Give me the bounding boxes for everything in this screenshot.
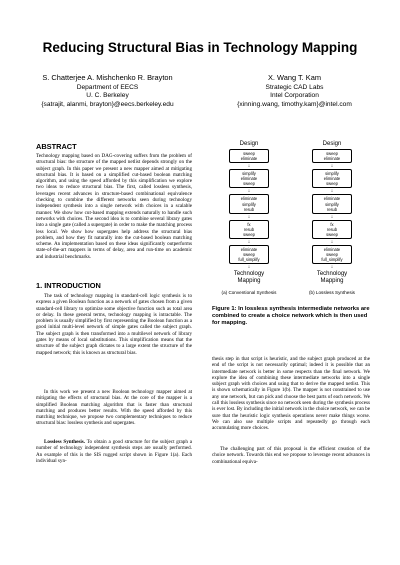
- intro-heading: 1. INTRODUCTION: [36, 281, 101, 290]
- mapping-label: Technology Mapping: [316, 271, 348, 284]
- author-names: S. Chatterjee A. Mishchenko R. Brayton: [42, 73, 173, 82]
- arrow-icon: ↓: [247, 163, 251, 170]
- design-label: Design: [322, 141, 342, 147]
- synthesis-step-box: fx resub sweep: [229, 220, 269, 239]
- arrow-icon: ↓: [330, 163, 334, 170]
- figure-panel-conventional: [212, 140, 286, 296]
- arrow-icon: ↓: [247, 188, 251, 195]
- author-email: {xinning.wang, timothy.kam}@intel.com: [237, 100, 352, 108]
- synthesis-step-box: eliminate simplify resub: [312, 194, 352, 213]
- synthesis-step-box: sweep eliminate: [312, 149, 352, 163]
- synthesis-steps: [212, 149, 286, 264]
- intro-paragraph-2: In this work we present a new Boolean technology mapper aimed at mitigating the effects of structural bias. At the core of the mapper is a simplified Boolean matching algorithm that is faster than structural matching and produces better results. With the speed afforded by this matching technique, we propose two complementary techniques to reduce structural bias: lossless synthesis and supergates.: [36, 389, 192, 427]
- arrow-icon: ↓: [247, 264, 251, 271]
- arrow-icon: ↓: [330, 213, 334, 220]
- synthesis-step-box: eliminate simplify resub: [229, 194, 269, 213]
- synthesis-step-box: sweep eliminate: [229, 149, 269, 163]
- author-block-left: [20, 74, 195, 109]
- synthesis-step-box: eliminate sweep full_simplify: [229, 245, 269, 264]
- author-dept: Strategic CAD Labs: [265, 83, 324, 91]
- arrow-icon: ↓: [247, 239, 251, 246]
- author-names: X. Wang T. Kam: [268, 73, 321, 82]
- figure-caption: Figure 1: In lossless synthesis intermediate networks are combined to create a choice network which is then used for mapping.: [212, 306, 370, 327]
- intro-paragraph-3: Lossless Synthesis. To obtain a good structure for the subject graph a number of technology independent synthesis steps are usually performed. An example of this is the SIS rugged script shown in Figure 1(a). Each individual syn-: [36, 439, 192, 464]
- author-affil: Intel Corporation: [270, 92, 319, 99]
- subcaption-a: (a) Conventional Synthesis: [221, 289, 277, 295]
- arrow-icon: ↓: [330, 188, 334, 195]
- synthesis-step-box: simplify eliminate sweep: [312, 169, 352, 188]
- synthesis-step-box: eliminate sweep full_simplify: [312, 245, 352, 264]
- synthesis-steps: [294, 149, 370, 264]
- author-affil: U. C. Berkeley: [86, 92, 129, 99]
- design-label: Design: [239, 141, 259, 147]
- right-paragraph-1: thesis step in that script is heuristic, and the subject graph produced at the end of the script is not necessarily optimal; indeed it is possible that an intermediate network is better in some respects than the final network. We explore the idea of combining these intermediate networks into a single subject graph with choices and using that to derive the mapped netlist. This is shown schematically in Figure 1(b). The mapper is not constrained to use any one network, but can pick and choose the best parts of each network. We call this lossless synthesis since no network seen during the synthesis process is ever lost. By including the initial network in the choice network, we can be sure that the heuristic logic synthesis operations never make things worse. We can also use multiple scripts and repeatedly go through each accumulating more choices.: [212, 356, 370, 432]
- arrow-icon: ↓: [330, 264, 334, 271]
- arrow-icon: ↓: [330, 239, 334, 246]
- lossless-synthesis-lead: Lossless Synthesis.: [44, 439, 86, 445]
- synthesis-step-box: simplify eliminate sweep: [229, 169, 269, 188]
- intro-paragraph-1: The task of technology mapping in standard-cell logic synthesis is to express a given Boolean function as a network of gates chosen from a given standard-cell library to optimize some objective function such as total area or delay. In these general terms, technology mapping is intractable. The problem is usually simplified by first representing the Boolean function as a good initial multi-level network of simple gates called the subject graph. The subject graph is then transformed into a multilevel network of library gates by means of local substitutions. This simplification means that the structure of the subject graph dictates to a large extent the structure of the mapped network; this is known as structural bias.: [36, 293, 192, 356]
- synthesis-step-box: fx resub sweep: [312, 220, 352, 239]
- abstract-heading: ABSTRACT: [36, 142, 77, 151]
- abstract-text: Technology mapping based on DAG-covering suffers from the problem of structural bias: the structure of the mapped netlist depends strongly on the subject graph. In this paper we present a new mapper aimed at mitigating structural bias. It is based on a simplified cut-based boolean matching algorithm, and using the speed afforded by this simplification we explore two ideas to reduce structural bias. The first, called lossless synthesis, leverages recent advances in structure-based combinational equivalence checking to combine the different networks seen during technology independent synthesis into a single network with choices in a scalable manner. We show how cut-based mapping extends naturally to handle such networks with choices. The second idea is to combine several library gates into a single gate (called a supergate) in order to make the matching process less local. We show how supergates help address the structural bias problem, and how they fit naturally into the cut-based boolean matching scheme. An implementation based on these ideas significantly outperforms state-of-the-art mappers in terms of delay, area and run-time on academic and industrial benchmarks.: [36, 153, 192, 260]
- subcaption-b: (b) Lossless Synthesis: [309, 289, 355, 295]
- author-block-right: [212, 74, 377, 109]
- figure-panel-lossless: [294, 140, 370, 296]
- arrow-icon: ↓: [247, 213, 251, 220]
- paper-title: Reducing Structural Bias in Technology Mapping: [42, 40, 358, 55]
- author-email: {satrajit, alanmi, brayton}@eecs.berkeley.edu: [41, 100, 174, 108]
- author-dept: Department of EECS: [76, 83, 139, 91]
- mapping-label: Technology Mapping: [233, 271, 265, 284]
- right-paragraph-2: The challenging part of this proposal is the efficient creation of the choice network. Towards this end we propose to leverage recent advances in combinational equiva-: [212, 446, 370, 465]
